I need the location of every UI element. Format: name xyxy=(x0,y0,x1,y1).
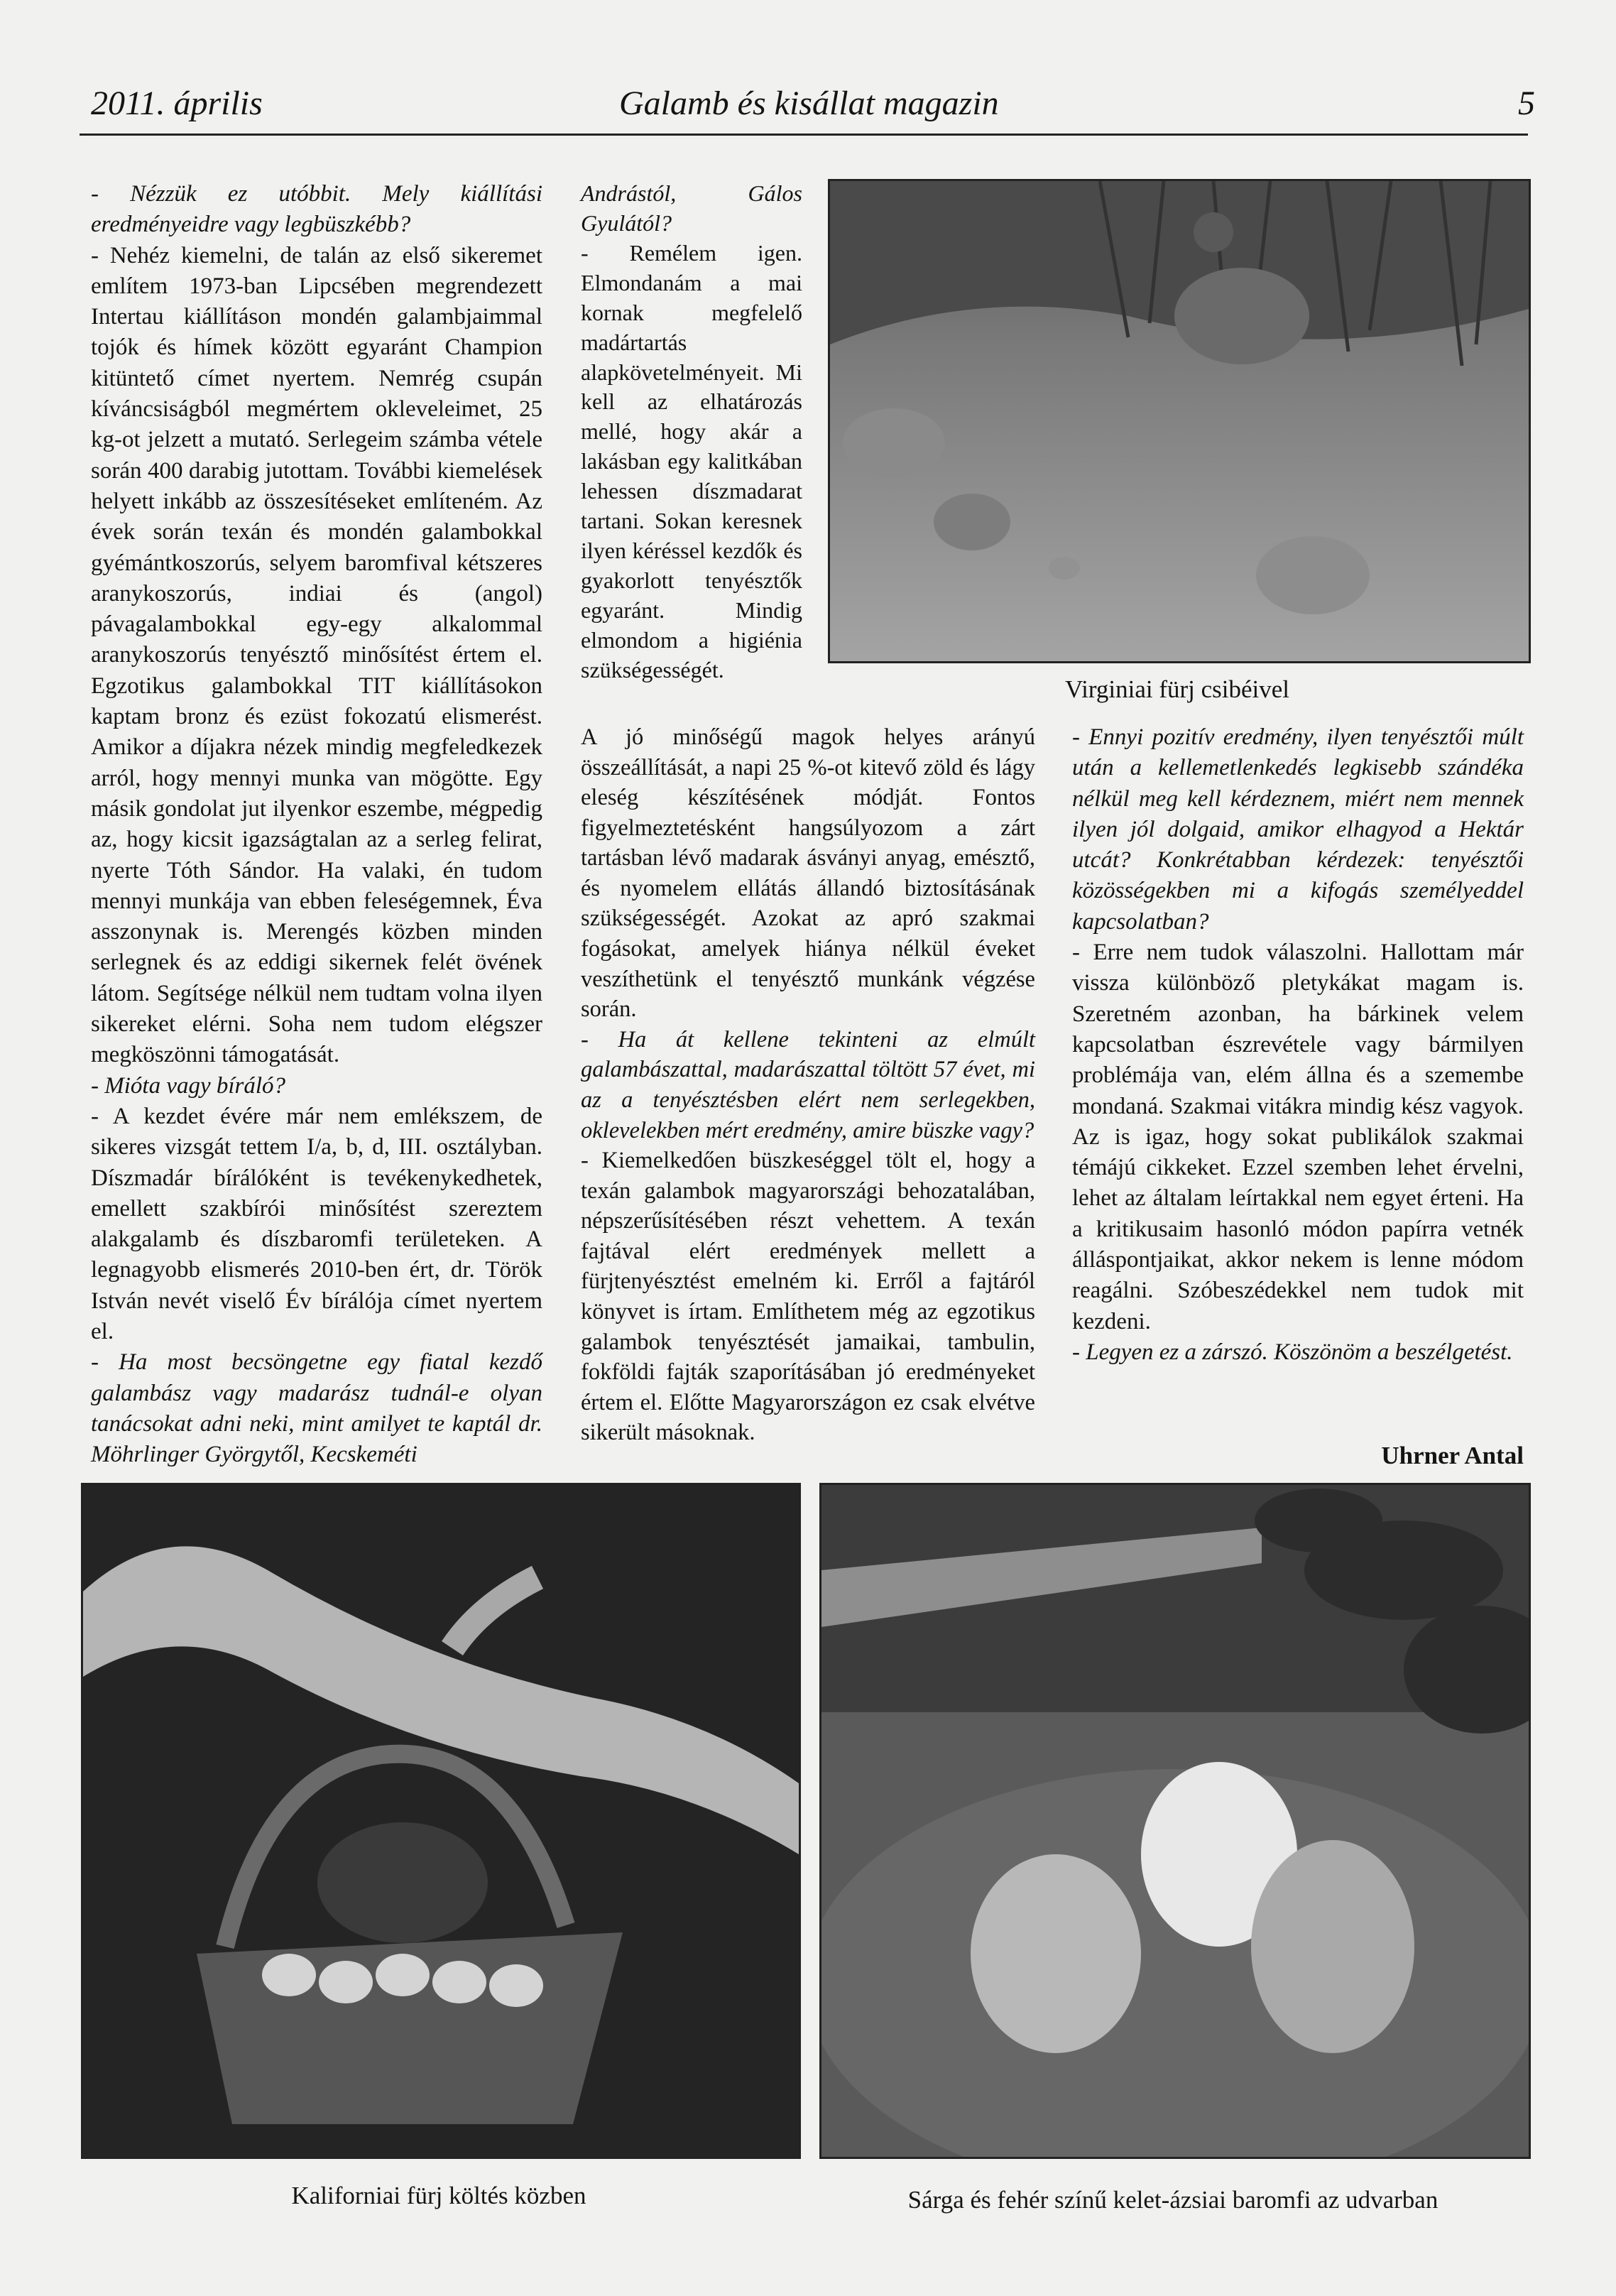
page-number: 5 xyxy=(1518,85,1535,122)
col2-bottom-paragraph: - Kiemelkedően büszkeséggel tölt el, hogy a texán galambok magyarországi behozatalában, népszerűsítésében részt vehettem. A texán fajtával elért eredmények mellett a fürjtenyésztést emelném ki. Erről a fajtáról könyvet is írtam. Említhetem még az egzotikus galambok tenyésztését jamaikai, tambulin, fokföldi fajták szaporításában jó eredményeket értem el. Előtte Magyarországon ez csak elvétve sikerült másoknak. xyxy=(581,1148,1035,1446)
article-column-1 xyxy=(91,179,542,1470)
caption-quail: Virginiai fürj csibéivel xyxy=(1064,675,1290,703)
header-rule xyxy=(80,134,1528,136)
magazine-title: Galamb és kisállat magazin xyxy=(619,85,999,122)
col1-paragraph: - Nehéz kiemelni, de talán az első sikeremet említem 1973-ban Lipcsében megrendezett Intertau kiállításon mondén galambjaimmal tojók és hímek között egyaránt Champion kitüntető címet nyertem. Nemrég csupán kíváncsiságból megmértem okleveleimet, 25 kg-ot jelzett a mutató. Serlegeim számba vétele során 400 darabig jutottam. További kiemelések helyett inkább az összesítéseket említeném. Az évek során texán és mondén galambokkal gyémántkoszorús, selyem baromfival kétszeres aranykoszorús, indiai és (angol) pávagalambokkal egy-egy alkalommal aranykoszorús tenyésztő minősítést értem el. Egzotikus galambokkal TIT kiállításokon kaptam bronz és ezüst fokozatú elismerést. Amikor a díjakra nézek mindig megfeledkezek arról, hogy mennyi munka van mögötte. Egy másik gondolat jut ilyenkor eszembe, mégpedig az, hogy kicsit igazságtalan az a serleg felirat, nyerte Tóth Sándor. Ha valaki, én tudom mennyi munkája van ebben feleségemnek, Éva asszonynak is. Merengés közben minden serlegnek és az eddigi sikernek felét övének látom. Segítsége nélkül nem tudtam volna ilyen sikereket elérni. Soha nem tudom elégszer megköszönni támogatását. xyxy=(91,242,542,1068)
chicks-photo-image xyxy=(821,1485,1529,2157)
col2-bottom-paragraph: - Ha át kellene tekinteni az elmúlt galambászattal, madarászattal töltött 57 évet, mi az a tenyésztésben elért nem serlegekben, oklevelekben mért eredmény, amire büszke vagy? xyxy=(581,1026,1035,1143)
col3-paragraph: - Ennyi pozitív eredmény, ilyen tenyésztői múlt után a kellemetlenkedés legkisebb szándéka nélkül meg kell kérdeznem, miért nem mennek ilyen jól dolgaid, amikor elhagyod a Hektár utcát? Konkrétabban kérdezek: tenyésztői közösségekben mi a kifogás személyeddel kapcsolatban? xyxy=(1072,724,1524,935)
col1-paragraph: - A kezdet évére már nem emlékszem, de sikeres vizsgát tettem I/a, b, d, III. osztályban. Díszmadár bírálóként is tevékenykedhetek, emellett szakbírói minősítést szereztem alakgalamb és díszbaromfi területeken. A legnagyobb elismerés 2010-ben ért, dr. Török István nevét viselő Év bírálója címet nyertem el. xyxy=(91,1103,542,1344)
col1-paragraph: - Ha most becsöngetne egy fiatal kezdő galambász vagy madarász tudnál-e olyan tanácsokat adni neki, mint amilyet te kaptál dr. Möhrlinger Györgytől, Kecskeméti xyxy=(91,1349,542,1468)
col2-top-paragraph: - Remélem igen. Elmondanám a mai kornak megfelelő madártartás alapkövetelményeit. Mi kell az elhatározás mellé, hogy akár a lakásban egy kalitkában lehessen díszmadarat tartani. Sokan keresnek ilyen kéréssel kezdők és gyakorlott tenyésztők egyaránt. Mindig elmondom a higiénia szükségességét. xyxy=(581,239,802,682)
photo-quail-with-chicks xyxy=(828,179,1531,663)
author-signature: Uhrner Antal xyxy=(1381,1442,1524,1469)
col1-paragraph: - Nézzük ez utóbbit. Mely kiállítási eredményeidre vagy legbüszkébb? xyxy=(91,181,542,238)
issue-date: 2011. április xyxy=(91,85,263,122)
article-column-2-bottom xyxy=(581,722,1035,1470)
col2-bottom-paragraph: A jó minőségű magok helyes arányú összeállítását, a napi 25 %-ot kitevő zöld és lágy eleség készítésének módját. Fontos figyelmeztetésként hangsúlyozom a zárt tartásban lévő madarak ásványi anyag, emésztő, és nyomelem ellátás állandó biztosításának szükségességét. Azokat az apró szakmai fogásokat, amelyek hiánya nélkül éveket veszíthetünk el tenyésztő munkánk végzése során. xyxy=(581,724,1035,1023)
photo-california-quail-nesting xyxy=(81,1483,801,2159)
photo-silkie-chickens xyxy=(819,1483,1531,2159)
col3-paragraph: - Legyen ez a zárszó. Köszönöm a beszélgetést. xyxy=(1072,1339,1513,1365)
col3-paragraph: - Erre nem tudok válaszolni. Hallottam már vissza különböző pletykákat magam is. Szeretném azonban, ha bárkinek velem kapcsolatban észrevétele vagy bármilyen problémája van, elém állna és a szemembe mondaná. Szakmai vitákra mindig kész vagyok. Az is igaz, hogy sokat publikálok szakmai témájú cikkeket. Ezzel szemben lehet érvelni, lehet az általam leírtakkal nem egyet érteni. Ha a kritikusaim hasonló módon papírra vetnék álláspontjaikat, akkor nekem is lenne módom reagálni. Szóbeszédekkel nem tudok mit kezdeni. xyxy=(1072,940,1524,1334)
caption-chicks: Sárga és fehér színű kelet-ázsiai baromfi az udvarban xyxy=(907,2186,1438,2214)
col1-paragraph: - Mióta vagy bíráló? xyxy=(91,1072,286,1099)
article-column-2-top xyxy=(581,179,802,720)
col2-top-paragraph: Andrástól, Gálos Gyulától? xyxy=(581,180,802,236)
article-column-3 xyxy=(1072,722,1524,1381)
caption-basket: Kaliforniai fürj költés közben xyxy=(291,2182,586,2209)
basket-photo-image xyxy=(83,1485,799,2157)
quail-photo-image xyxy=(830,181,1529,661)
